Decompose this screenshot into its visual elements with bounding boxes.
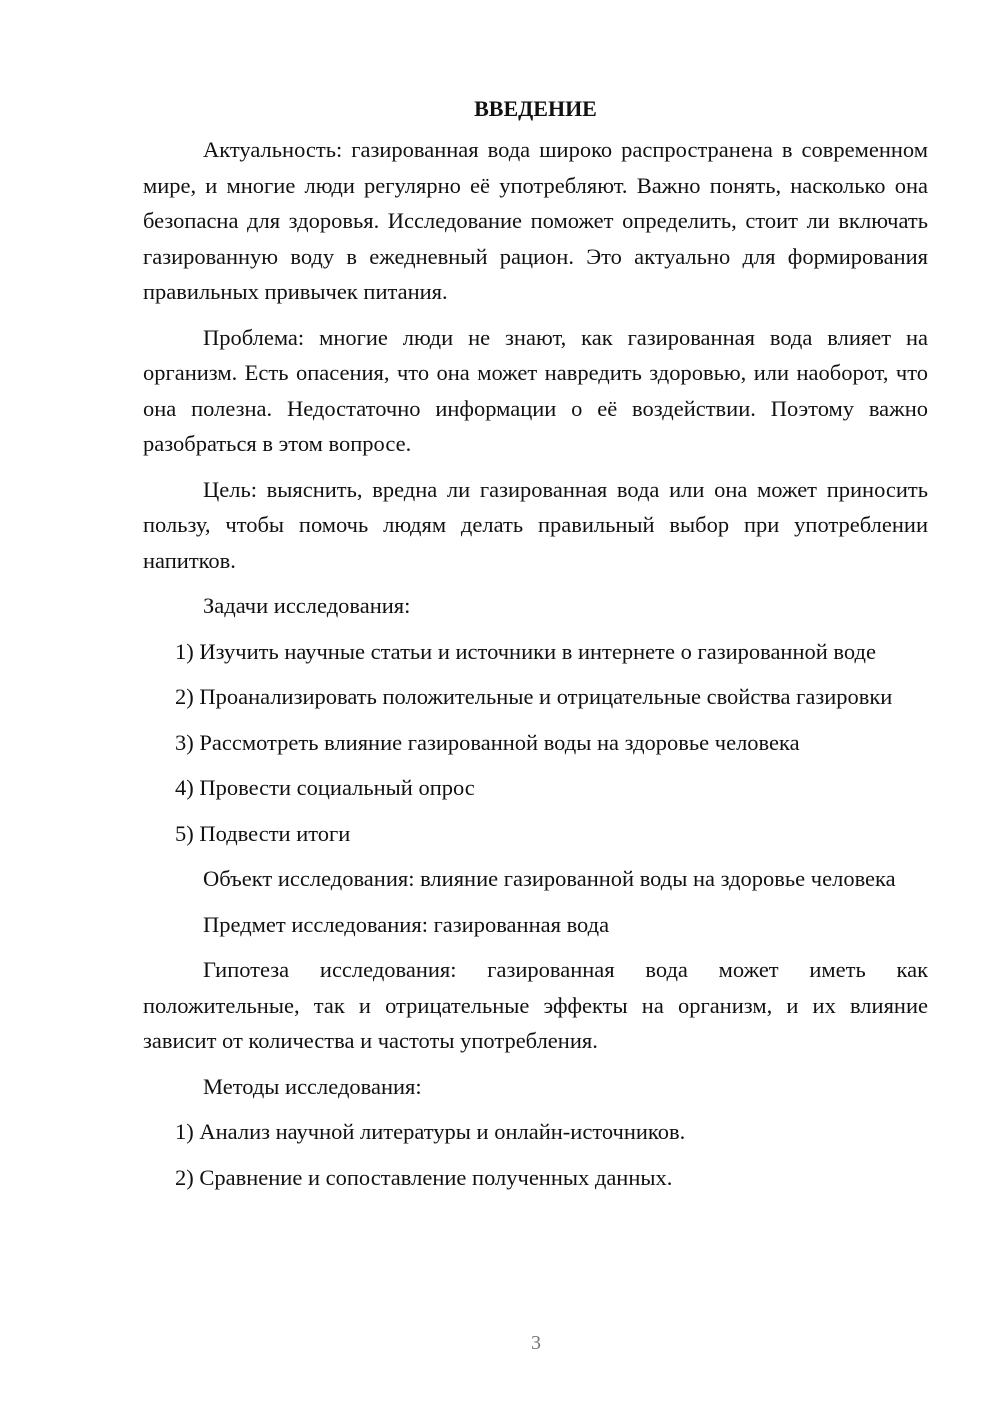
method-item: 2) Сравнение и сопоставление полученных данных. (175, 1164, 673, 1190)
document-page (143, 92, 928, 1205)
task-item: 1) Изучить научные статьи и источники в интернете о газированной воде (175, 638, 876, 664)
task-item: 2) Проанализировать положительные и отрицательные свойства газировки (175, 684, 893, 709)
subject-paragraph: Предмет исследования: газированная вода (203, 911, 610, 937)
task-item: 3) Рассмотреть влияние газированной воды на здоровье человека (175, 729, 800, 755)
hypothesis-paragraph: Гипотеза исследования: газированная вода может иметь как положительные, так и отрицательные эффекты на организм, и их влияние зависит от количества и частоты употребления. (143, 957, 928, 1053)
method-item: 1) Анализ научной литературы и онлайн-источников. (175, 1119, 686, 1144)
task-item: 4) Провести социальный опрос (175, 775, 475, 800)
task-item: 5) Подвести итоги (175, 820, 351, 846)
page-number: 3 (531, 1332, 541, 1354)
object-paragraph: Объект исследования: влияние газированной воды на здоровье человека (203, 866, 896, 891)
goal-paragraph: Цель: выяснить, вредна ли газированная вода или она может приносить пользу, чтобы помочь людям делать правильный выбор при употреблении напитков. (143, 476, 928, 573)
section-title: ВВЕДЕНИЕ (474, 96, 597, 121)
relevance-paragraph: Актуальность: газированная вода широко распространена в современном мире, и многие люди регулярно её употребляют. Важно понять, насколько она безопасна для здоровья. Исследование поможет определить, стоит ли включать газированную воду в ежедневный рацион. Это актуально для формирования правильных привычек питания. (143, 137, 928, 304)
methods-heading: Методы исследования: (203, 1073, 422, 1099)
problem-paragraph: Проблема: многие люди не знают, как газированная вода влияет на организм. Есть опасения, что она может навредить здоровью, или наоборот, что она полезна. Недостаточно информации о её воздействии. Поэтому важно разобраться в этом вопросе. (143, 324, 928, 456)
tasks-heading: Задачи исследования: (203, 593, 411, 618)
